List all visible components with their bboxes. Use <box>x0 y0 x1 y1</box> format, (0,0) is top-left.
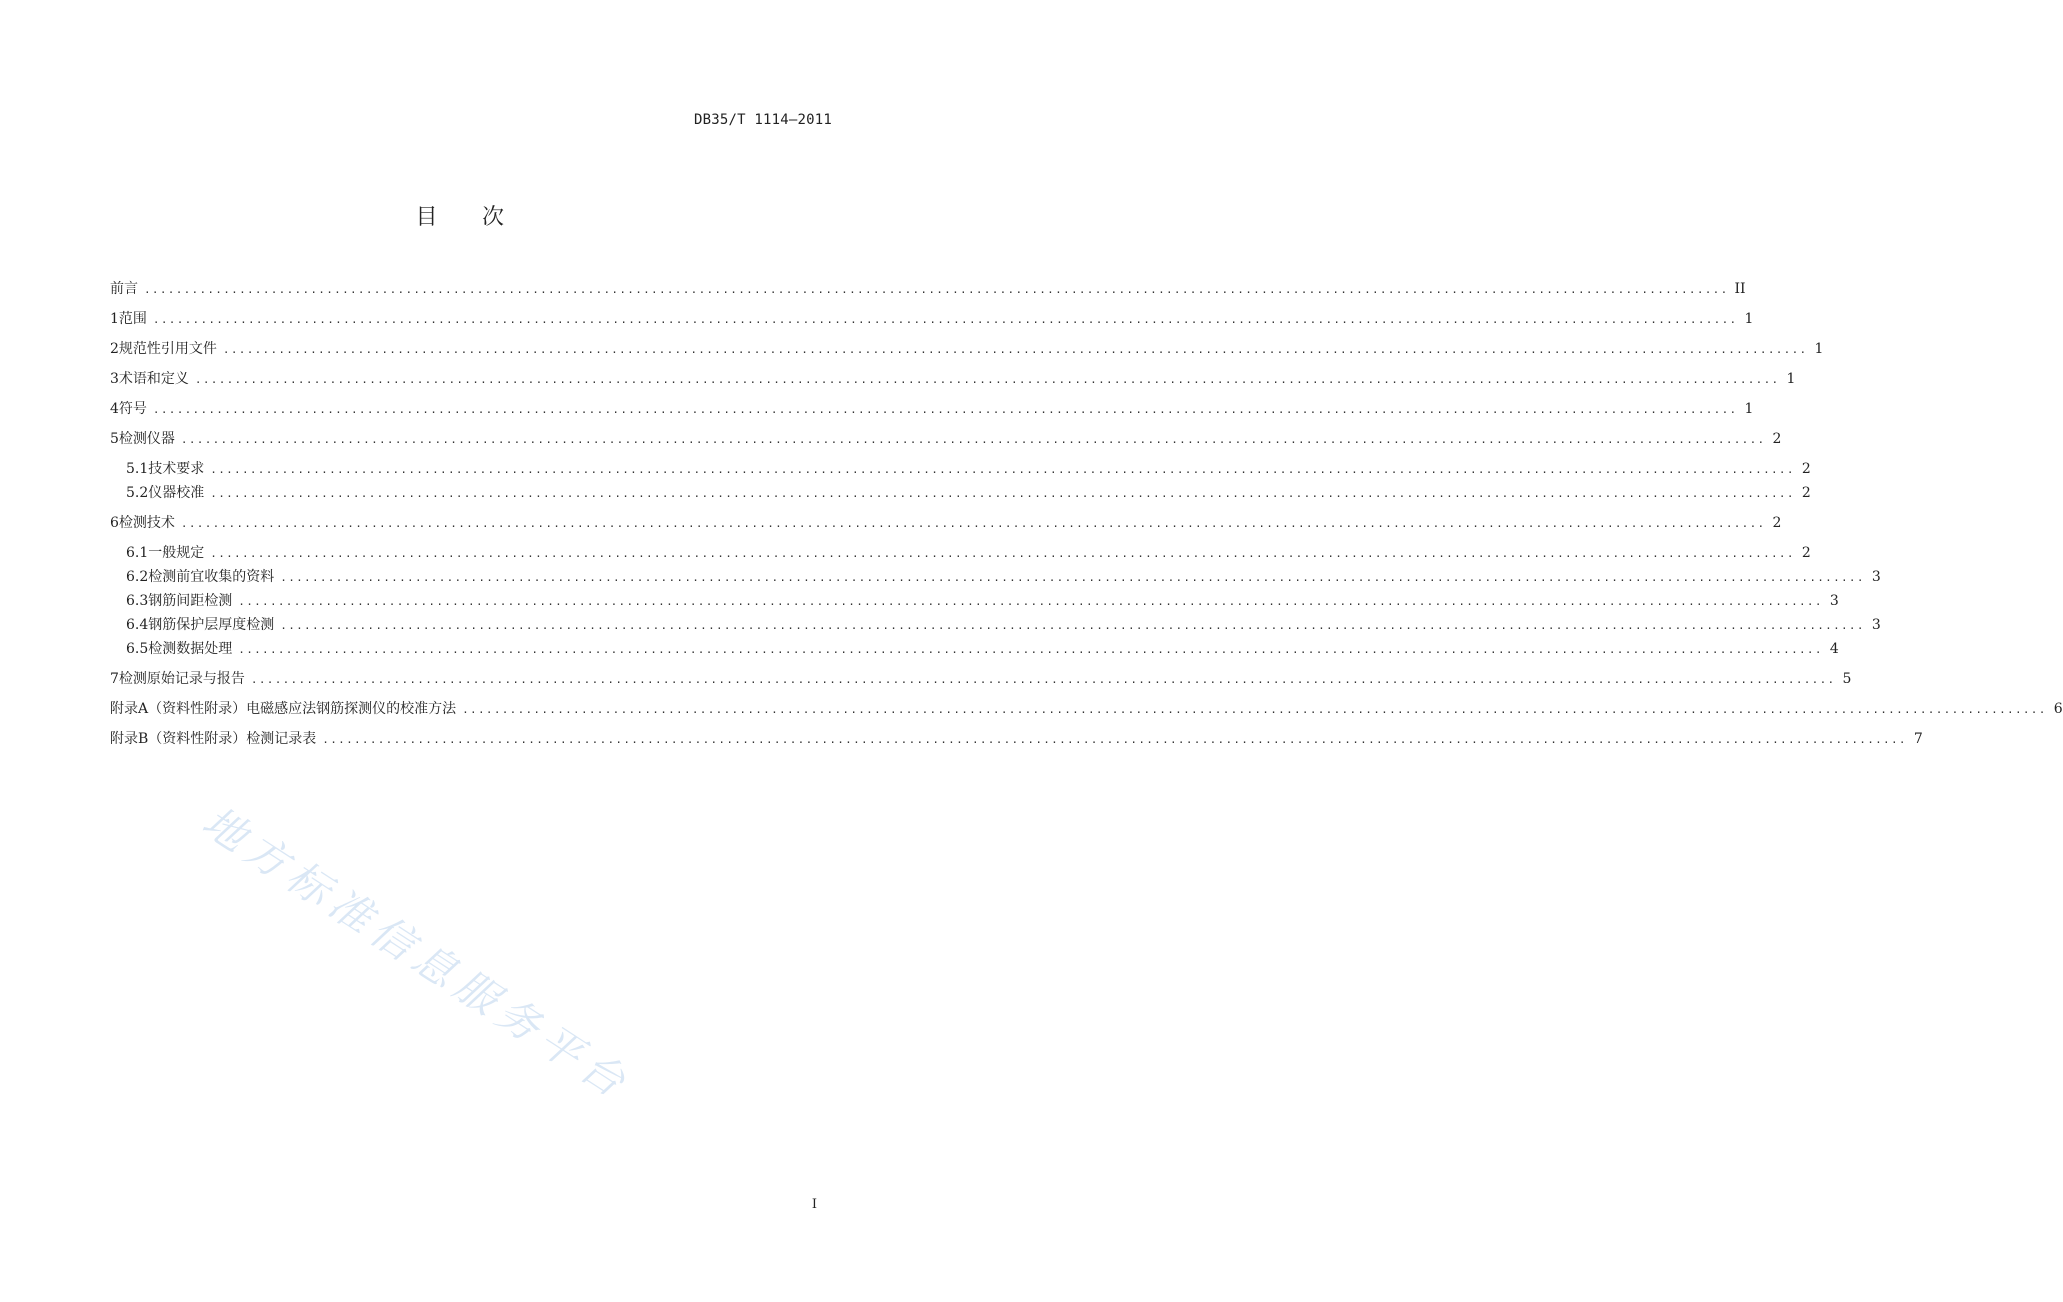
toc-label: 钢筋保护层厚度检测 <box>148 617 275 633</box>
dot-leader: ........................................................................................................................................................................................................ <box>238 595 1823 608</box>
toc-page: 3 <box>1829 593 1839 609</box>
toc-entry-2[interactable] <box>110 338 1824 360</box>
toc-entry-5-1[interactable] <box>126 458 1811 480</box>
toc-number: 4 <box>110 401 119 417</box>
toc-number: 6.3 <box>126 593 149 609</box>
toc-label: 一般规定 <box>148 545 205 561</box>
toc-page: 2 <box>1801 545 1811 561</box>
toc-entry-6-1[interactable] <box>126 542 1811 564</box>
dot-leader: ........................................................................................................................................................................................................ <box>152 403 1738 416</box>
dot-leader: ........................................................................................................................................................................................................ <box>180 433 1766 446</box>
toc-entry-appendix-a[interactable] <box>110 698 2063 720</box>
toc-number: 6.4 <box>126 617 149 633</box>
title-char-2: 次 <box>482 205 505 230</box>
toc-entry-6[interactable] <box>110 512 1782 534</box>
dot-leader: ........................................................................................................................................................................................................ <box>180 517 1766 530</box>
toc-number: 3 <box>110 371 119 387</box>
toc-entry-5[interactable] <box>110 428 1782 450</box>
toc-label: 仪器校准 <box>148 485 205 501</box>
toc-page: 1 <box>1814 341 1824 357</box>
toc-label: 范围 <box>118 311 147 327</box>
toc-entry-7[interactable] <box>110 668 1852 690</box>
toc-label: 检测数据处理 <box>148 641 233 657</box>
toc-label: 检测原始记录与报告 <box>118 671 245 687</box>
dot-leader: ........................................................................................................................................................................................................ <box>194 373 1780 386</box>
page-number: I <box>811 1197 817 1212</box>
dot-leader: ........................................................................................................................................................................................................ <box>238 643 1823 656</box>
toc-label: 技术要求 <box>148 461 205 477</box>
toc-page: 2 <box>1801 461 1811 477</box>
toc-label: 电磁感应法钢筋探测仪的校准方法 <box>246 701 457 717</box>
dot-leader: ........................................................................................................................................................................................................ <box>210 547 1795 560</box>
toc-entry-6-4[interactable] <box>126 614 1881 636</box>
dot-leader: ........................................................................................................................................................................................................ <box>322 733 1907 746</box>
toc-number: 6.2 <box>126 569 149 585</box>
title-char-1: 目 <box>415 205 438 230</box>
toc-page: 1 <box>1786 371 1796 387</box>
toc-entry-1[interactable] <box>110 308 1754 330</box>
toc-number: 附录B（资料性附录） <box>110 731 247 747</box>
toc-number: 7 <box>110 671 119 687</box>
toc-label: 符号 <box>118 401 147 417</box>
toc-entry-6-3[interactable] <box>126 590 1839 612</box>
toc-label: 术语和定义 <box>118 371 189 387</box>
toc-label: 检测技术 <box>118 515 175 531</box>
dot-leader: ........................................................................................................................................................................................................ <box>152 313 1738 326</box>
toc-entry-4[interactable] <box>110 398 1754 420</box>
toc-label: 检测仪器 <box>118 431 175 447</box>
toc-number: 6.1 <box>126 545 149 561</box>
dot-leader: ........................................................................................................................................................................................................ <box>280 619 1865 632</box>
dot-leader: ........................................................................................................................................................................................................ <box>462 703 2047 716</box>
toc-page: 4 <box>1829 641 1839 657</box>
toc-page: 6 <box>2053 701 2063 717</box>
toc-number: 5 <box>110 431 119 447</box>
toc-page: 3 <box>1871 569 1881 585</box>
toc-page: 2 <box>1772 431 1782 447</box>
toc-entry-3[interactable] <box>110 368 1796 390</box>
dot-leader: ........................................................................................................................................................................................................ <box>250 673 1836 686</box>
toc-page: 2 <box>1772 515 1782 531</box>
toc-number: 6 <box>110 515 119 531</box>
toc-number: 1 <box>110 311 119 327</box>
toc-label: 钢筋间距检测 <box>148 593 233 609</box>
toc-entry-foreword[interactable] <box>110 278 1746 300</box>
toc-page: 5 <box>1842 671 1852 687</box>
toc-number: 附录A（资料性附录） <box>110 701 247 717</box>
page-title <box>0 200 920 231</box>
dot-leader: ........................................................................................................................................................................................................ <box>280 571 1865 584</box>
toc-label: 检测记录表 <box>246 731 317 747</box>
toc-entry-6-5[interactable] <box>126 638 1839 660</box>
toc-number: 6.5 <box>126 641 149 657</box>
toc-page: II <box>1734 281 1746 297</box>
document-code: DB35/T 1114—2011 <box>693 112 832 128</box>
toc-label: 规范性引用文件 <box>118 341 217 357</box>
watermark-text: 地方标准信息服务平台 <box>193 796 640 1111</box>
dot-leader: ........................................................................................................................................................................................................ <box>222 343 1808 356</box>
toc-label: 前言 <box>110 281 138 297</box>
dot-leader: ........................................................................................................................................................................................................ <box>210 487 1795 500</box>
toc-page: 3 <box>1871 617 1881 633</box>
toc-entry-appendix-b[interactable] <box>110 728 1923 750</box>
toc-number: 5.1 <box>126 461 149 477</box>
toc-entry-6-2[interactable] <box>126 566 1881 588</box>
toc-page: 7 <box>1913 731 1923 747</box>
dot-leader: ........................................................................................................................................................................................................ <box>210 463 1795 476</box>
toc-page: 1 <box>1744 401 1754 417</box>
toc-number: 2 <box>110 341 119 357</box>
toc-entry-5-2[interactable] <box>126 482 1811 504</box>
toc-label: 检测前宜收集的资料 <box>148 569 275 585</box>
toc-number: 5.2 <box>126 485 149 501</box>
toc-page: 1 <box>1744 311 1754 327</box>
dot-leader: ........................................................................................................................................................................................................ <box>144 283 1729 296</box>
toc-page: 2 <box>1801 485 1811 501</box>
